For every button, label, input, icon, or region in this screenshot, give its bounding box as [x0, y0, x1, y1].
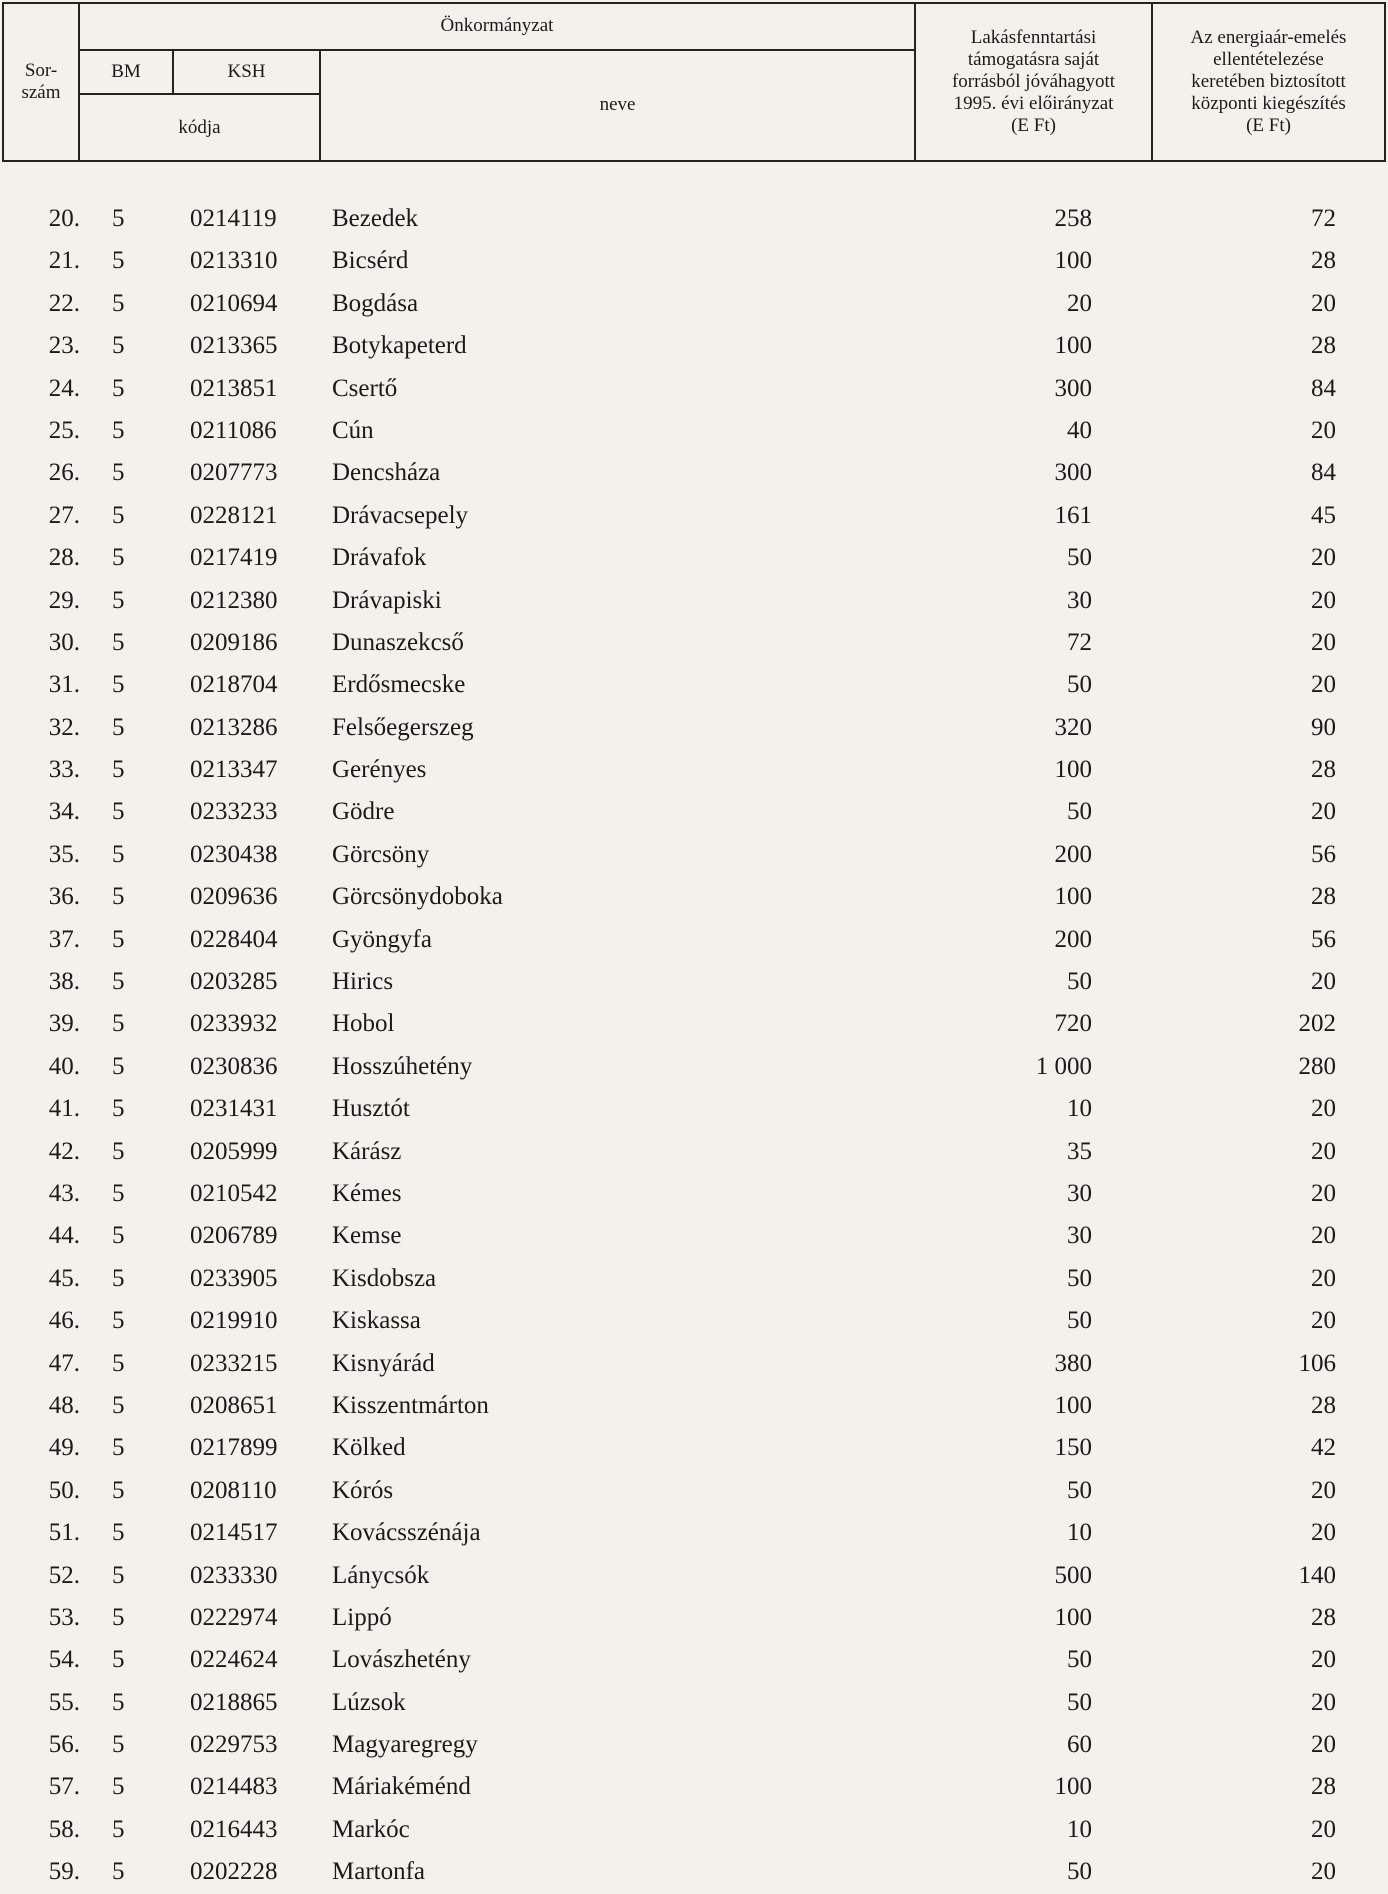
row-number: 50.	[48, 1476, 80, 1504]
energy-supplement-value: 45	[1311, 501, 1336, 529]
housing-support-value: 100	[1054, 756, 1092, 784]
bm-code: 5	[112, 544, 125, 572]
housing-support-value: 30	[1067, 1179, 1092, 1207]
municipality-name: Dunaszekcső	[332, 628, 464, 656]
housing-support-value: 161	[1054, 501, 1092, 529]
ksh-code: 0219910	[190, 1307, 278, 1335]
table-row	[0, 495, 1388, 537]
ksh-code: 0209186	[190, 628, 278, 656]
row-number: 31.	[48, 671, 80, 699]
housing-support-value: 10	[1067, 1815, 1092, 1843]
housing-support-value: 150	[1054, 1434, 1092, 1462]
ksh-code: 0231431	[190, 1095, 278, 1123]
table-row	[0, 1003, 1388, 1045]
table-row	[0, 1639, 1388, 1681]
ksh-code: 0208110	[190, 1476, 277, 1504]
bm-code: 5	[112, 1561, 125, 1589]
housing-support-value: 50	[1067, 798, 1092, 826]
table-row	[0, 1851, 1388, 1893]
row-number: 46.	[48, 1307, 80, 1335]
table-row	[0, 1046, 1388, 1088]
energy-supplement-value: 20	[1311, 1222, 1336, 1250]
table-row	[0, 707, 1388, 749]
bm-code: 5	[112, 1731, 125, 1759]
energy-supplement-value: 28	[1311, 247, 1336, 275]
table-row	[0, 1088, 1388, 1130]
table-row	[0, 1258, 1388, 1300]
ksh-code: 0233905	[190, 1264, 278, 1292]
row-number: 35.	[48, 840, 80, 868]
row-number: 44.	[48, 1222, 80, 1250]
row-number: 41.	[48, 1095, 80, 1123]
energy-supplement-value: 20	[1311, 798, 1336, 826]
ksh-code: 0213347	[190, 756, 278, 784]
bm-code: 5	[112, 501, 125, 529]
energy-supplement-value: 20	[1311, 1137, 1336, 1165]
ksh-code: 0233330	[190, 1561, 278, 1589]
table-header	[2, 2, 1386, 162]
table-row	[0, 1131, 1388, 1173]
ksh-code: 0213365	[190, 332, 278, 360]
ksh-code: 0212380	[190, 586, 278, 614]
bm-code: 5	[112, 1773, 125, 1801]
ksh-code: 0230836	[190, 1052, 278, 1080]
row-number: 25.	[48, 416, 80, 444]
ksh-code: 0233932	[190, 1010, 278, 1038]
row-number: 38.	[48, 968, 80, 996]
table-row	[0, 283, 1388, 325]
row-number: 45.	[48, 1264, 80, 1292]
ksh-code: 0228121	[190, 501, 278, 529]
bm-code: 5	[112, 1010, 125, 1038]
table-body	[0, 198, 1388, 1894]
ksh-code: 0202228	[190, 1858, 278, 1886]
row-number: 40.	[48, 1052, 80, 1080]
bm-code: 5	[112, 1603, 125, 1631]
bm-code: 5	[112, 1519, 125, 1547]
row-number: 37.	[48, 925, 80, 953]
energy-supplement-value: 20	[1311, 1688, 1336, 1716]
municipality-name: Bicsérd	[332, 247, 409, 275]
row-number: 49.	[48, 1434, 80, 1462]
bm-code: 5	[112, 247, 125, 275]
energy-supplement-value: 42	[1311, 1434, 1336, 1462]
table-row	[0, 791, 1388, 833]
bm-code: 5	[112, 1646, 125, 1674]
municipality-name: Erdősmecske	[332, 671, 466, 699]
energy-supplement-value: 20	[1311, 416, 1336, 444]
bm-code: 5	[112, 756, 125, 784]
ksh-code: 0213286	[190, 713, 278, 741]
energy-supplement-value: 90	[1311, 713, 1336, 741]
header-kodja: kódja	[79, 94, 320, 161]
row-number: 30.	[48, 628, 80, 656]
bm-code: 5	[112, 459, 125, 487]
bm-code: 5	[112, 798, 125, 826]
housing-support-value: 35	[1067, 1137, 1092, 1165]
housing-support-value: 60	[1067, 1731, 1092, 1759]
ksh-code: 0228404	[190, 925, 278, 953]
row-number: 36.	[48, 883, 80, 911]
municipality-name: Hirics	[332, 968, 394, 996]
housing-support-value: 50	[1067, 1476, 1092, 1504]
energy-supplement-value: 20	[1311, 1179, 1336, 1207]
bm-code: 5	[112, 205, 125, 232]
housing-support-value: 500	[1054, 1561, 1092, 1589]
energy-supplement-value: 28	[1311, 1773, 1336, 1801]
table-row	[0, 1215, 1388, 1257]
row-number: 55.	[48, 1688, 80, 1716]
housing-support-value: 50	[1067, 544, 1092, 572]
table-row	[0, 580, 1388, 622]
ksh-code: 0224624	[190, 1646, 278, 1674]
municipality-name: Kovácsszénája	[332, 1519, 481, 1547]
housing-support-value: 300	[1054, 459, 1092, 487]
ksh-code: 0210694	[190, 289, 278, 317]
housing-support-value: 100	[1054, 247, 1092, 275]
bm-code: 5	[112, 1858, 125, 1886]
table-row	[0, 240, 1388, 282]
municipality-name: Kórós	[332, 1476, 394, 1504]
bm-code: 5	[112, 1222, 125, 1250]
bm-code: 5	[112, 713, 125, 741]
ksh-code: 0229753	[190, 1731, 278, 1759]
bm-code: 5	[112, 840, 125, 868]
energy-supplement-value: 20	[1311, 586, 1336, 614]
bm-code: 5	[112, 925, 125, 953]
row-number: 20.	[48, 205, 80, 232]
energy-supplement-value: 28	[1311, 756, 1336, 784]
housing-support-value: 50	[1067, 1307, 1092, 1335]
bm-code: 5	[112, 374, 125, 402]
row-number: 29.	[48, 586, 80, 614]
municipality-name: Botykapeterd	[332, 332, 467, 360]
row-number: 53.	[48, 1603, 80, 1631]
energy-supplement-value: 280	[1298, 1052, 1336, 1080]
housing-support-value: 100	[1054, 1603, 1092, 1631]
municipality-name: Husztót	[332, 1095, 410, 1123]
energy-supplement-value: 72	[1311, 205, 1336, 232]
energy-supplement-value: 20	[1311, 1731, 1336, 1759]
bm-code: 5	[112, 1137, 125, 1165]
ksh-code: 0216443	[190, 1815, 278, 1843]
table-row	[0, 961, 1388, 1003]
municipality-name: Kemse	[332, 1222, 402, 1250]
bm-code: 5	[112, 586, 125, 614]
bm-code: 5	[112, 628, 125, 656]
row-number: 23.	[48, 332, 80, 360]
ksh-code: 0214119	[190, 205, 277, 232]
energy-supplement-value: 28	[1311, 1391, 1336, 1419]
table-row	[0, 1300, 1388, 1342]
header-bm: BM	[79, 50, 173, 95]
municipality-name: Máriakéménd	[332, 1773, 471, 1801]
ksh-code: 0206789	[190, 1222, 278, 1250]
table-row	[0, 198, 1388, 240]
energy-supplement-value: 56	[1311, 840, 1336, 868]
header-sorszam: Sor- szám	[3, 3, 79, 161]
housing-support-value: 380	[1054, 1349, 1092, 1377]
bm-code: 5	[112, 1688, 125, 1716]
municipality-name: Görcsöny	[332, 840, 430, 868]
row-number: 59.	[48, 1858, 80, 1886]
housing-support-value: 50	[1067, 1646, 1092, 1674]
housing-support-value: 30	[1067, 586, 1092, 614]
municipality-name: Hobol	[332, 1010, 395, 1038]
housing-support-value: 200	[1054, 925, 1092, 953]
header-ksh: KSH	[173, 50, 320, 95]
row-number: 52.	[48, 1561, 80, 1589]
municipality-name: Görcsönydoboka	[332, 883, 503, 911]
municipality-name: Bezedek	[332, 205, 419, 232]
energy-supplement-value: 84	[1311, 459, 1336, 487]
row-number: 39.	[48, 1010, 80, 1038]
municipality-name: Drávapiski	[332, 586, 442, 614]
ksh-code: 0208651	[190, 1391, 278, 1419]
row-number: 54.	[48, 1646, 80, 1674]
table-row	[0, 1555, 1388, 1597]
municipality-name: Lippó	[332, 1603, 392, 1631]
housing-support-value: 100	[1054, 1391, 1092, 1419]
municipality-name: Kémes	[332, 1179, 402, 1207]
energy-supplement-value: 20	[1311, 1264, 1336, 1292]
row-number: 28.	[48, 544, 80, 572]
row-number: 27.	[48, 501, 80, 529]
municipality-name: Lúzsok	[332, 1688, 406, 1716]
housing-support-value: 50	[1067, 1264, 1092, 1292]
ksh-code: 0213310	[190, 247, 278, 275]
municipality-name: Dencsháza	[332, 459, 441, 487]
energy-supplement-value: 20	[1311, 1519, 1336, 1547]
table-row	[0, 1512, 1388, 1554]
housing-support-value: 720	[1054, 1010, 1092, 1038]
municipality-name: Kisdobsza	[332, 1264, 437, 1292]
ksh-code: 0217899	[190, 1434, 278, 1462]
table-row	[0, 368, 1388, 410]
bm-code: 5	[112, 1434, 125, 1462]
municipality-name: Gödre	[332, 798, 395, 826]
bm-code: 5	[112, 416, 125, 444]
table-row	[0, 834, 1388, 876]
table-row	[0, 1766, 1388, 1808]
energy-supplement-value: 20	[1311, 671, 1336, 699]
municipality-name: Drávacsepely	[332, 501, 469, 529]
energy-supplement-value: 28	[1311, 332, 1336, 360]
table-row	[0, 622, 1388, 664]
header-onkormanyzat: Önkormányzat	[79, 3, 915, 50]
housing-support-value: 1 000	[1035, 1052, 1092, 1080]
housing-support-value: 320	[1054, 713, 1092, 741]
table-row	[0, 325, 1388, 367]
energy-supplement-value: 84	[1311, 374, 1336, 402]
housing-support-value: 100	[1054, 1773, 1092, 1801]
bm-code: 5	[112, 1349, 125, 1377]
bm-code: 5	[112, 671, 125, 699]
energy-supplement-value: 20	[1311, 289, 1336, 317]
table-row	[0, 410, 1388, 452]
ksh-code: 0203285	[190, 968, 278, 996]
row-number: 56.	[48, 1731, 80, 1759]
energy-supplement-value: 20	[1311, 544, 1336, 572]
housing-support-value: 50	[1067, 1858, 1092, 1886]
ksh-code: 0214483	[190, 1773, 278, 1801]
table-row	[0, 537, 1388, 579]
energy-supplement-value: 20	[1311, 1307, 1336, 1335]
ksh-code: 0230438	[190, 840, 278, 868]
housing-support-value: 20	[1067, 289, 1092, 317]
municipality-name: Markóc	[332, 1815, 410, 1843]
table-row	[0, 1385, 1388, 1427]
municipality-name: Felsőegerszeg	[332, 713, 474, 741]
housing-support-value: 40	[1067, 416, 1092, 444]
bm-code: 5	[112, 1391, 125, 1419]
row-number: 58.	[48, 1815, 80, 1843]
row-number: 24.	[48, 374, 80, 402]
table-row	[0, 1343, 1388, 1385]
table-row	[0, 876, 1388, 918]
municipality-name: Cún	[332, 416, 374, 444]
municipality-name: Magyaregregy	[332, 1731, 478, 1759]
energy-supplement-value: 28	[1311, 883, 1336, 911]
municipality-name: Kiskassa	[332, 1307, 421, 1335]
row-number: 26.	[48, 459, 80, 487]
table-row	[0, 664, 1388, 706]
row-number: 34.	[48, 798, 80, 826]
energy-supplement-value: 20	[1311, 1858, 1336, 1886]
municipality-name: Hosszúhetény	[332, 1052, 473, 1080]
row-number: 51.	[48, 1519, 80, 1547]
housing-support-value: 72	[1067, 628, 1092, 656]
bm-code: 5	[112, 1307, 125, 1335]
energy-supplement-value: 202	[1298, 1010, 1336, 1038]
bm-code: 5	[112, 1476, 125, 1504]
municipality-name: Kisnyárád	[332, 1349, 435, 1377]
energy-supplement-value: 140	[1298, 1561, 1336, 1589]
municipality-name: Martonfa	[332, 1858, 426, 1886]
table-row	[0, 1724, 1388, 1766]
row-number: 22.	[48, 289, 80, 317]
row-number: 21.	[48, 247, 80, 275]
energy-supplement-value: 20	[1311, 1095, 1336, 1123]
row-number: 43.	[48, 1179, 80, 1207]
bm-code: 5	[112, 968, 125, 996]
row-number: 47.	[48, 1349, 80, 1377]
municipality-name: Kölked	[332, 1434, 406, 1462]
ksh-code: 0218865	[190, 1688, 278, 1716]
municipality-name: Bogdása	[332, 289, 419, 317]
ksh-code: 0205999	[190, 1137, 278, 1165]
bm-code: 5	[112, 1095, 125, 1123]
table-row	[0, 452, 1388, 494]
housing-support-value: 100	[1054, 883, 1092, 911]
municipality-name: Kárász	[332, 1137, 402, 1165]
energy-supplement-value: 28	[1311, 1603, 1336, 1631]
row-number: 33.	[48, 756, 80, 784]
energy-supplement-value: 20	[1311, 1815, 1336, 1843]
municipality-name: Drávafok	[332, 544, 427, 572]
table-row	[0, 1427, 1388, 1469]
header-neve: neve	[320, 50, 915, 161]
housing-support-value: 30	[1067, 1222, 1092, 1250]
housing-support-value: 258	[1054, 205, 1092, 232]
energy-supplement-value: 56	[1311, 925, 1336, 953]
housing-support-value: 10	[1067, 1095, 1092, 1123]
housing-support-value: 50	[1067, 968, 1092, 996]
energy-supplement-value: 20	[1311, 1646, 1336, 1674]
bm-code: 5	[112, 1179, 125, 1207]
municipality-name: Gerényes	[332, 756, 427, 784]
bm-code: 5	[112, 1052, 125, 1080]
ksh-code: 0233215	[190, 1349, 278, 1377]
energy-supplement-value: 20	[1311, 1476, 1336, 1504]
ksh-code: 0211086	[190, 416, 277, 444]
header-lakasfenntartasi: Lakásfenntartási támogatásra saját forrásból jóváhagyott 1995. évi előirányzat (E Ft)	[915, 3, 1152, 161]
table-row	[0, 1470, 1388, 1512]
ksh-code: 0210542	[190, 1179, 278, 1207]
bm-code: 5	[112, 289, 125, 317]
ksh-code: 0213851	[190, 374, 278, 402]
energy-supplement-value: 106	[1298, 1349, 1336, 1377]
housing-support-value: 300	[1054, 374, 1092, 402]
housing-support-value: 200	[1054, 840, 1092, 868]
energy-supplement-value: 20	[1311, 968, 1336, 996]
bm-code: 5	[112, 883, 125, 911]
row-number: 32.	[48, 713, 80, 741]
housing-support-value: 50	[1067, 1688, 1092, 1716]
header-energiaar: Az energiaár-emelés ellentételezése keretében biztosított központi kiegészítés (E Ft)	[1152, 3, 1385, 161]
housing-support-value: 100	[1054, 332, 1092, 360]
energy-supplement-value: 20	[1311, 628, 1336, 656]
ksh-code: 0217419	[190, 544, 278, 572]
ksh-code: 0209636	[190, 883, 278, 911]
municipality-name: Lánycsók	[332, 1561, 430, 1589]
table-row	[0, 1173, 1388, 1215]
ksh-code: 0218704	[190, 671, 278, 699]
housing-support-value: 50	[1067, 671, 1092, 699]
municipality-name: Gyöngyfa	[332, 925, 432, 953]
bm-code: 5	[112, 332, 125, 360]
table-row	[0, 1597, 1388, 1639]
row-number: 42.	[48, 1137, 80, 1165]
housing-support-value: 10	[1067, 1519, 1092, 1547]
ksh-code: 0233233	[190, 798, 278, 826]
municipality-name: Csertő	[332, 374, 398, 402]
ksh-code: 0207773	[190, 459, 278, 487]
table-row	[0, 749, 1388, 791]
ksh-code: 0222974	[190, 1603, 278, 1631]
ksh-code: 0214517	[190, 1519, 278, 1547]
bm-code: 5	[112, 1264, 125, 1292]
table-row	[0, 1682, 1388, 1724]
row-number: 48.	[48, 1391, 80, 1419]
bm-code: 5	[112, 1815, 125, 1843]
table-row	[0, 919, 1388, 961]
municipality-name: Lovászhetény	[332, 1646, 471, 1674]
municipality-name: Kisszentmárton	[332, 1391, 489, 1419]
table-row	[0, 1809, 1388, 1851]
row-number: 57.	[48, 1773, 80, 1801]
